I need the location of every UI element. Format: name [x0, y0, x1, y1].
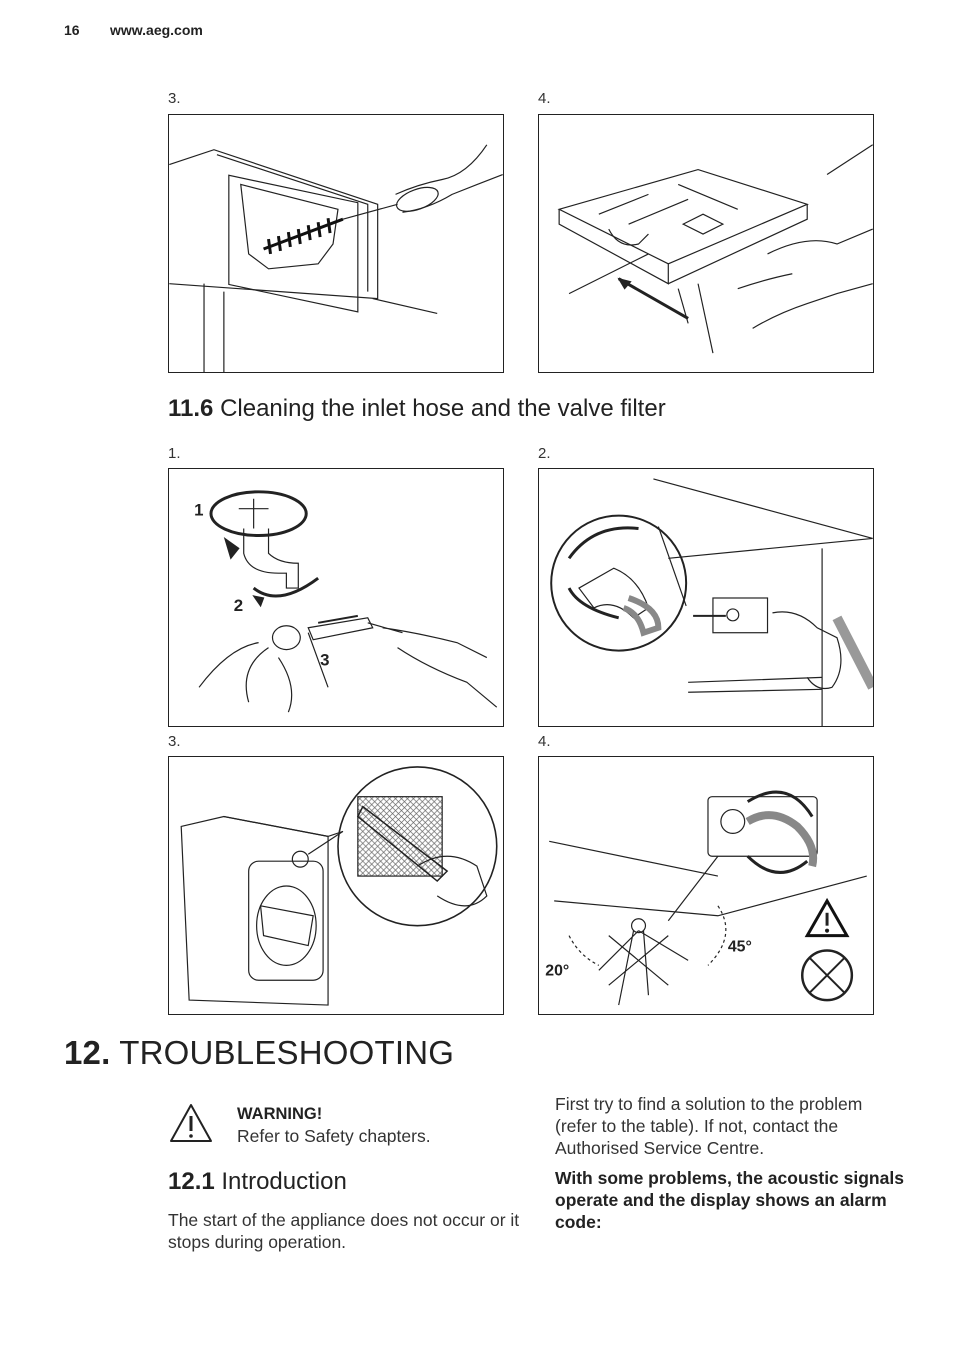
angle-20-label: 20°	[545, 962, 570, 980]
figure-label-1: 1.	[168, 445, 181, 462]
reconnect-hose-angle-illustration	[538, 756, 874, 1015]
section-number: 12.1	[168, 1168, 215, 1195]
website-link[interactable]: www.aeg.com	[110, 22, 203, 38]
clean-valve-filter-illustration	[168, 756, 504, 1015]
section-title: Introduction	[221, 1168, 347, 1195]
intro-paragraph: The start of the appliance does not occur or it stops during operation.	[168, 1210, 520, 1252]
warning-title: WARNING!	[237, 1105, 323, 1123]
brush-cleaning-drawer-illustration	[168, 114, 504, 373]
right-paragraph: First try to find a solution to the problem (refer to the table). If not, contact the Authorised Service Centre.	[555, 1094, 863, 1158]
chapter-number: 12.	[64, 1034, 111, 1071]
chapter-title: TROUBLESHOOTING	[119, 1034, 455, 1071]
section-title: Cleaning the inlet hose and the valve filter	[220, 395, 666, 422]
chapter-12-heading	[64, 1034, 454, 1072]
page-number: 16	[64, 22, 80, 38]
figure-label-top-3: 3.	[168, 90, 181, 107]
angle-45-label: 45°	[727, 938, 752, 956]
section-12-1-heading	[168, 1168, 347, 1196]
right-bold-paragraph: With some problems, the acoustic signals operate and the display shows an alarm code:	[555, 1168, 904, 1232]
figure-label-top-4: 4.	[538, 90, 551, 107]
callout-2: 2	[233, 595, 244, 615]
warning-icon	[168, 1102, 214, 1144]
unscrew-hose-and-clean-tap-filter-illustration	[168, 468, 504, 727]
callout-1: 1	[194, 500, 204, 520]
unscrew-hose-from-machine-illustration	[538, 468, 874, 727]
figure-label-2: 2.	[538, 445, 551, 462]
section-11-6-heading	[168, 395, 666, 423]
warning-text: Refer to Safety chapters.	[237, 1126, 431, 1146]
callout-3: 3	[320, 650, 330, 670]
insert-drawer-illustration	[538, 114, 874, 373]
figure-label-4: 4.	[538, 733, 551, 750]
figure-label-3: 3.	[168, 733, 181, 750]
section-number: 11.6	[168, 395, 214, 422]
